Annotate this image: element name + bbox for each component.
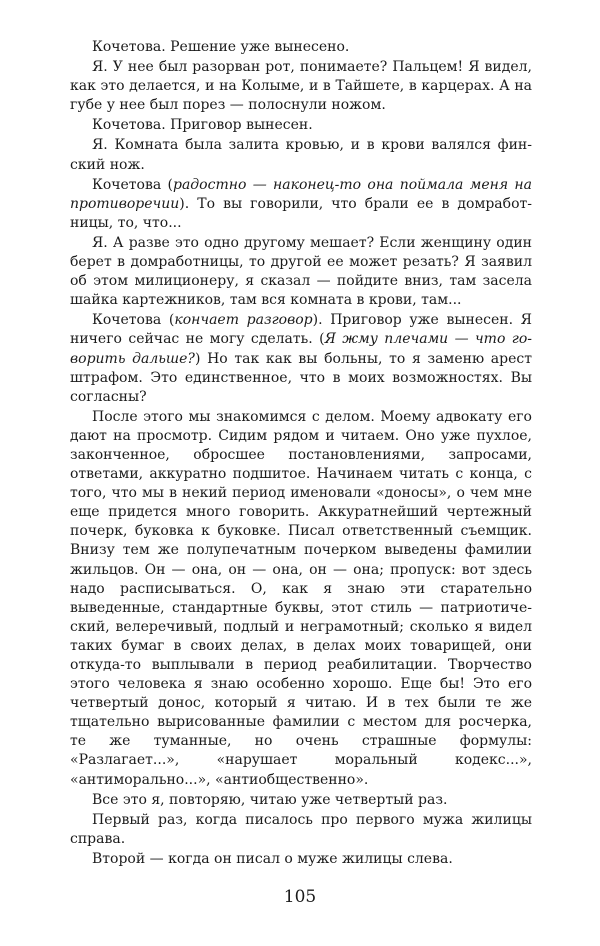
page-number: 105 (283, 887, 317, 907)
page-body (70, 38, 532, 869)
text-run: Я. У нее был разорван рот, понимаете? Пальцем! Я видел, как это делается, и на Колыме, и в Тайшете, в карцерах. А на губе у нее был порез — полоснули ножом. (70, 59, 532, 114)
text-run: ). Приговор уже вынесен. Я ничего сейчас не могу сделать. ( (70, 312, 532, 348)
text-run: Я. Комната была залита кровью, и в крови валялся финский нож. (70, 137, 532, 173)
text-run: После этого мы знакомимся с делом. Моему адвокату его дают на просмотр. Сидим рядом и читаем. Оно уже пухлое, законченное, обросшее постановлениями, запросами, ответами, аккуратно подшитое. Начинаем читать с конца, с того, что мы в некий период именовали «доносы», о чем мне еще придется много говорить. Аккуратнейший чертежный почерк, буковка к буковке. Писал ответственный съемщик. Внизу тем же полупечатным почерком выведены фамилии жильцов. Он — она, он — она, он — она; пропуск: вот здесь надо расписываться. О, как я знаю эти старательно выведенные, стандартные буквы, этот стиль — патриотический, велеречивый, подлый и неграмотный; сколько я видел таких бумаг в своих делах, в делах моих товарищей, они откуда-то выплывали в период реабилитации. Творчество этого человека я знаю особенно хорошо. Еще бы! Это его четвертый донос, который я читаю. И в тех были те же тщательно вырисованные фамилии с местом для росчерка, те же туманные, но очень страшные формулы: «Разлагает...», «нарушает моральный кодекс...», «антиморально...», «антиобщественно». (70, 408, 532, 788)
text-run: ) Но так как вы больны, то я заменю арест штрафом. Это единственное, что в моих возможностях. Вы согласны? (70, 350, 532, 405)
paragraph (70, 850, 532, 869)
italic-remark: радостно — наконец-то она поймала меня на противоречии (70, 176, 532, 212)
paragraph (70, 176, 532, 233)
text-run: Первый раз, когда писалось про первого мужа жилицы справа. (70, 811, 532, 847)
paragraph (70, 811, 532, 849)
paragraph (70, 58, 532, 115)
italic-remark: Я жму плечами — что говорить дальше? (70, 331, 533, 367)
text-run: Кочетова. Решение уже вынесено. (92, 39, 350, 55)
text-run: Все это я, повторяю, читаю уже четвертый раз. (92, 791, 448, 808)
paragraph (70, 234, 532, 310)
text-run: Кочетова. Приговор вынесен. (92, 117, 313, 134)
text-run: ). То вы говорили, что брали ее в домработницы, то, что... (70, 195, 532, 231)
text-run: Второй — когда он писал о муже жилицы слева. (92, 850, 453, 867)
text-run: Кочетова ( (92, 176, 173, 193)
paragraph (70, 136, 532, 174)
paragraph (70, 408, 532, 790)
text-run: Кочетова ( (92, 312, 175, 329)
paragraph (70, 311, 532, 406)
italic-remark: кончает разговор (174, 312, 313, 329)
paragraph (70, 116, 532, 135)
paragraph (70, 791, 532, 810)
paragraph (70, 38, 532, 57)
text-run: Я. А разве это одно другому мешает? Если женщину один берет в домработницы, то другой ее может резать? Я заявил об этом милиционеру, я сказал — пойдите вниз, там засела шайка картежников, там вся комната в крови, там... (70, 234, 532, 309)
